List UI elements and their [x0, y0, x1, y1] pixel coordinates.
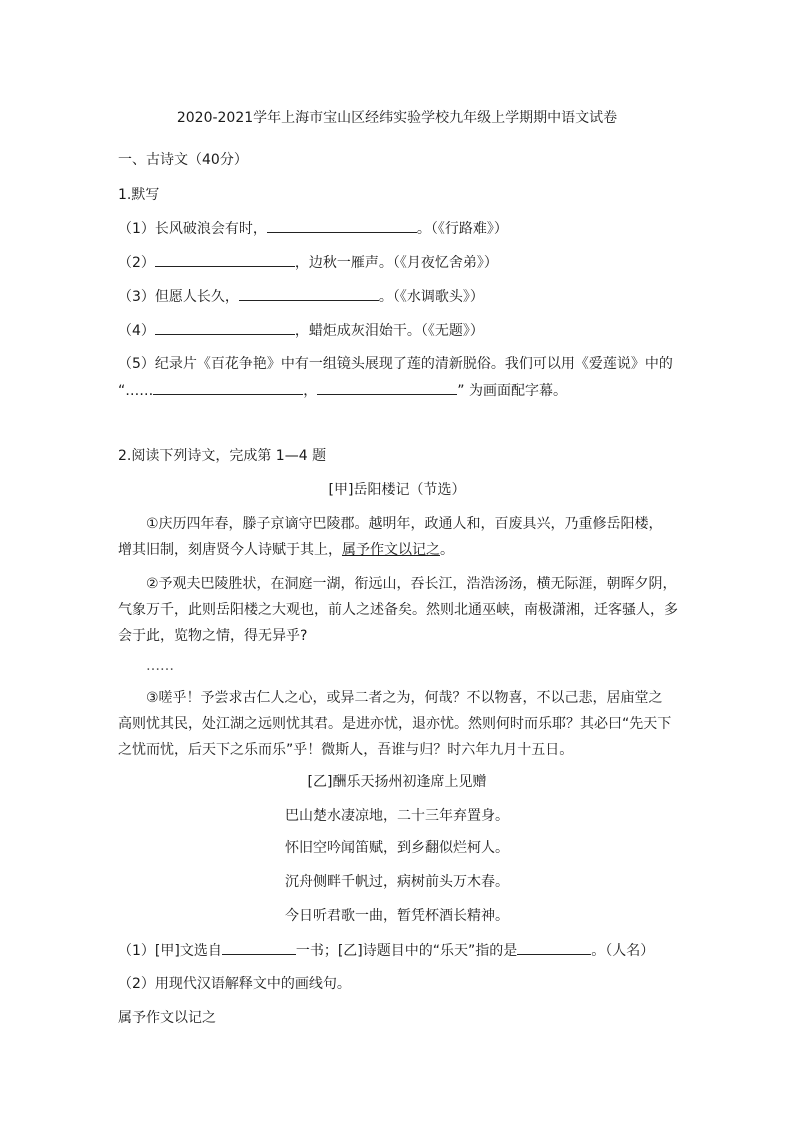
sub-question-2: （2）用现代汉语解释文中的画线句。 — [118, 976, 351, 992]
q1-item-3 — [118, 286, 484, 307]
comma: ， — [303, 383, 318, 399]
passage-p2-line-1: ②予观夫巴陵胜状，在洞庭一湖，衔远山，吞长江，浩浩汤汤，横无际涯，朝晖夕阴， — [146, 576, 677, 592]
passage-p2-line-2: 气象万千，此则岳阳楼之大观也，前人之述备矣。然则北通巫峡，南极潇湘，迁客骚人，多 — [118, 602, 678, 618]
sub-question-1 — [118, 940, 654, 961]
q1-item-1-text: （1）长风破浪会有时， — [118, 221, 267, 237]
sub1-text-b: 一书；[乙]诗题目中的“乐天”指的是 — [295, 943, 518, 959]
quote-open: “…… — [118, 383, 154, 399]
poem-line-4: 今日听君歌一曲，暂凭杯酒长精神。 — [285, 908, 509, 924]
passage-p3-line-3: 之忧而忧，后天下之乐而乐”乎！微斯人，吾谁与归？时六年九月十五日。 — [118, 742, 574, 758]
poem-line-2: 怀旧空吟闻笛赋，到乡翻似烂柯人。 — [285, 840, 509, 856]
p1-period: 。 — [440, 542, 454, 558]
q1-item-4 — [118, 320, 484, 341]
sub-question-2-phrase: 属予作文以记之 — [118, 1010, 216, 1026]
ellipsis: …… — [146, 658, 174, 674]
passage-p3-line-2: 高则忧其民，处江湖之远则忧其君。是进亦忧，退亦忧。然则何时而乐耶？其必曰“先天下 — [118, 716, 672, 732]
q1-item-1 — [118, 218, 508, 239]
q1-item-2-source: ，边秋一雁声。（《月夜忆舍弟》） — [294, 255, 498, 271]
section-heading: 一、古诗文（40分） — [118, 152, 248, 168]
p1-text: 增其旧制，刻唐贤今人诗赋于其上， — [118, 542, 342, 558]
q1-item-3-source: 。（《水调歌头》） — [378, 289, 484, 305]
passage-p2-line-3: 会于此，览物之情，得无异乎? — [118, 628, 308, 644]
passage-p3-line-1: ③嗟乎！予尝求古仁人之心，或异二者之为，何哉？不以物喜，不以己悲，居庙堂之 — [146, 690, 663, 706]
underlined-sentence: 属予作文以记之 — [342, 542, 440, 558]
q1-item-4-text: （4） — [118, 323, 155, 339]
q1-item-2 — [118, 252, 498, 273]
q1-item-1-source: 。（《行路难》） — [416, 221, 508, 237]
answer-blank[interactable] — [317, 380, 457, 395]
answer-blank[interactable] — [239, 286, 379, 301]
question-2-label: 2.阅读下列诗文，完成第 1—4 题 — [118, 448, 327, 464]
q1-item-2-text: （2） — [118, 255, 155, 271]
q1-item-4-source: ，蜡炬成灰泪始干。（《无题》） — [294, 323, 484, 339]
passage-jia-title: [甲]岳阳楼记（节选） — [328, 482, 466, 498]
passage-p1-line-2 — [118, 540, 454, 560]
passage-p1-line-1: ①庆历四年春，滕子京谪守巴陵郡。越明年，政通人和，百废具兴，乃重修岳阳楼， — [146, 516, 663, 532]
answer-blank[interactable] — [267, 218, 417, 233]
answer-blank[interactable] — [155, 320, 295, 335]
page-title: 2020-2021学年上海市宝山区经纬实验学校九年级上学期期中语文试卷 — [176, 110, 618, 126]
sub1-text-c: 。（人名） — [591, 943, 655, 959]
answer-blank[interactable] — [517, 940, 591, 955]
sub1-text-a: （1）[甲]文选自 — [118, 943, 222, 959]
answer-blank[interactable] — [155, 252, 295, 267]
answer-blank[interactable] — [153, 380, 303, 395]
answer-blank[interactable] — [222, 940, 296, 955]
q1-item-5-line-1: （5）纪录片《百花争艳》中有一组镜头展现了莲的清新脱俗。我们可以用《爱莲说》中的 — [118, 356, 673, 372]
question-1-label: 1.默写 — [118, 187, 160, 203]
poem-yi-title: [乙]酬乐天扬州初逢席上见赠 — [307, 774, 487, 790]
q1-item-5-line-2 — [118, 380, 567, 401]
quote-close-text: ” 为画面配字幕。 — [457, 383, 567, 399]
q1-item-3-text: （3）但愿人长久， — [118, 289, 239, 305]
poem-line-3: 沉舟侧畔千帆过，病树前头万木春。 — [285, 874, 509, 890]
poem-line-1: 巴山楚水凄凉地，二十三年弃置身。 — [285, 808, 509, 824]
